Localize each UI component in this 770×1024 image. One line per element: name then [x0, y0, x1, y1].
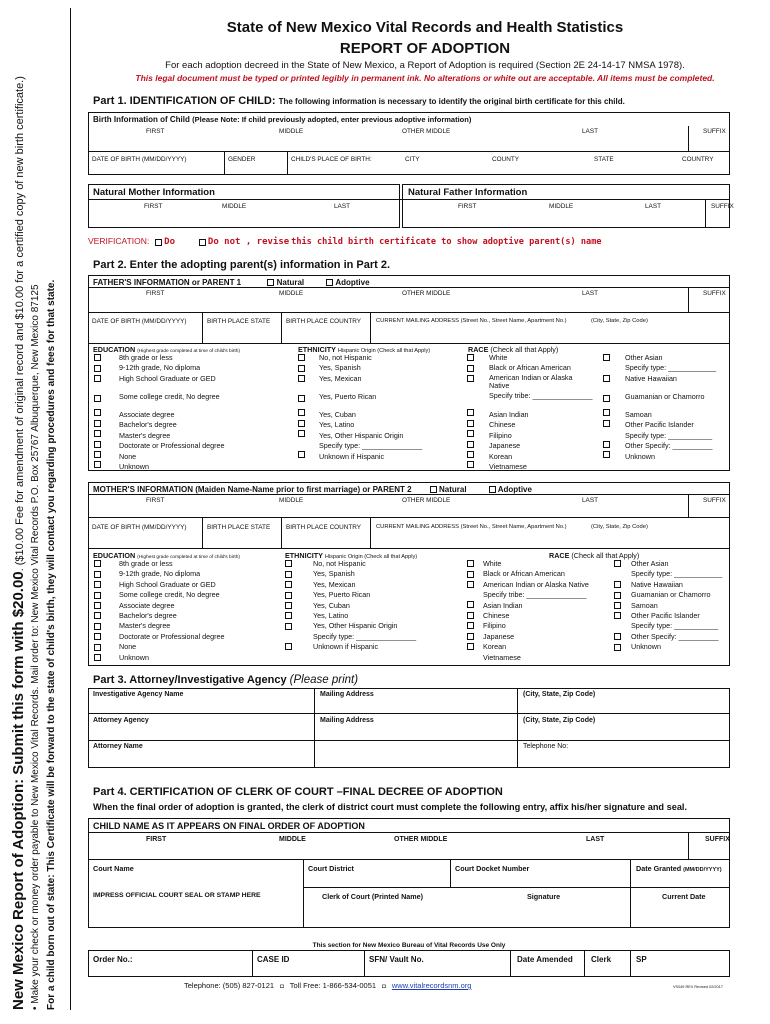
f-race2-item-guamanian: Guamanian or Chamorro: [625, 392, 705, 401]
m-bp-state-label: BIRTH PLACE STATE: [207, 524, 271, 531]
f-dob-label: DATE OF BIRTH (MM/DD/YYYY): [92, 318, 187, 325]
court-box: [88, 818, 730, 928]
f-eth-item-puerto-rican: Yes, Puerto Rican: [319, 392, 377, 401]
f-bp-state-label: BIRTH PLACE STATE: [207, 318, 271, 325]
verify-rest-text: this child birth certificate to show adoptive parent(s) name: [291, 237, 602, 247]
m-middle-label: MIDDLE: [279, 497, 304, 504]
m-edu-list: 8th grade or less 9-12th grade, No diploma High School Graduate or GED Some college credit, No degree Associate degree Bachelor's degree Master's degree Doctorate or Professional degree None Unknown: [119, 559, 225, 662]
father-last-label: LAST: [645, 203, 661, 210]
attorney-box: [88, 688, 730, 768]
f-race-checkboxes-a[interactable]: [467, 351, 475, 382]
verify-do-checkbox[interactable]: [155, 239, 162, 246]
revision-label: VS049 REV Revised 02/2017: [673, 985, 723, 989]
verify-do-label: Do: [164, 237, 175, 247]
verify-do-not-label: Do not , revise: [207, 237, 290, 247]
f-eth-checkboxes-b[interactable]: [298, 392, 306, 402]
f-edu-list-a: 8th grade or less 9-12th grade, No diploma High School Graduate or GED: [119, 353, 216, 383]
part3-heading: Part 3. Attorney/Investigative Agency (Please print): [93, 674, 359, 686]
mother-natural-checkbox[interactable]: [430, 486, 437, 493]
current-date-label: Current Date: [662, 892, 706, 901]
m-city-label: (City, State, Zip Code): [591, 524, 648, 530]
f-edu-item-some-college: Some college credit, No degree: [119, 392, 220, 401]
attorney-agency-label: Attorney Agency: [93, 717, 149, 724]
f-race-title: RACE (Check all that Apply): [468, 345, 559, 354]
f-race-list-b: Asian Indian Chinese Filipino Japanese Korean Vietnamese: [489, 410, 529, 472]
telephone-label: Telephone No:: [523, 743, 569, 750]
child-birthplace-label: CHILD'S PLACE OF BIRTH:: [291, 156, 372, 163]
child-city-label: CITY: [405, 156, 420, 163]
f-eth-list-b: Yes, Cuban Yes, Latino Yes, Other Hispanic Origin Specify type: _______________ Unknown if Hispanic: [319, 410, 423, 461]
father-suffix-label: SUFFIX: [711, 203, 734, 210]
footer-tollfree: Toll Free: 1-866-534-0051: [289, 981, 377, 990]
m-address-label: CURRENT MAILING ADDRESS (Street No., Street Name, Apartment No.): [376, 524, 567, 530]
intro-text: For each adoption decreed in the State of New Mexico, a Report of Adoption is required (Section 2E 24-14-17 NMSA 1978).: [165, 60, 685, 71]
m-bp-country-label: BIRTH PLACE COUNTRY: [286, 524, 362, 531]
court-district-label: Court District: [308, 864, 354, 873]
mother-first-label: FIRST: [144, 203, 163, 210]
sidebar-line3: For a child born out of state: This Certificate will be forward to the state of child's birth, they will contact you regarding procedures and fees for that state.: [46, 279, 57, 1010]
date-amended-label: Date Amended: [517, 955, 573, 964]
f-first-label: FIRST: [146, 290, 165, 297]
child-dob-label: DATE OF BIRTH (MM/DD/YYYY): [92, 156, 187, 163]
m-last-label: LAST: [582, 497, 598, 504]
warning-text: This legal document must be typed or printed legibly in permanent ink. No alterations or white out are acceptable. All items must be completed.: [135, 73, 715, 83]
f-edu-checkboxes-c[interactable]: [94, 406, 102, 468]
footer-telephone: Telephone: (505) 827-0121: [184, 981, 275, 990]
final-last-label: LAST: [586, 836, 605, 843]
footer-bullet-icon: ◘: [382, 984, 386, 990]
f-suffix-label: SUFFIX: [703, 290, 726, 297]
f-eth-checkboxes-a[interactable]: [298, 351, 306, 382]
part1-heading: Part 1. IDENTIFICATION OF CHILD: The following information is necessary to identify the original birth certificate for this child.: [93, 95, 625, 107]
child-middle-label: MIDDLE: [279, 128, 304, 135]
sidebar-instructions: [6, 20, 76, 1010]
sfn-vault-label: SFN/ Vault No.: [369, 955, 424, 964]
mother-last-label: LAST: [334, 203, 350, 210]
sidebar-line1: New Mexico Report of Adoption: Submit this form with $20.00. ($10.00 Fee for amendment of original record and $10.00 for a certified copy of new birth certificate.): [10, 76, 27, 1010]
f-city-label: (City, State, Zip Code): [591, 318, 648, 324]
sidebar-divider: [70, 8, 71, 1010]
final-middle-label: MIDDLE: [279, 836, 306, 843]
docket-label: Court Docket Number: [455, 864, 530, 873]
agency-city-label: (City, State, Zip Code): [523, 691, 596, 698]
natural-mother-label: Natural Mother Information: [93, 187, 215, 198]
f-ethnicity-title: ETHNICITY Hispanic Origin (Check all that Apply): [298, 345, 431, 354]
final-first-label: FIRST: [146, 836, 167, 843]
attorney-city-label: (City, State, Zip Code): [523, 717, 596, 724]
clerk-name-label: Clerk of Court (Printed Name): [322, 892, 424, 901]
sidebar-line2: • Make your check or money order payable to New Mexico Vital Records. Mail order to: New Mexico Vital Records P.O. Box 25767 Albuquerque, New Mexico 87125: [30, 284, 41, 1010]
verification-row: [88, 236, 602, 247]
child-county-label: COUNTY: [492, 156, 519, 163]
child-name-final-label: CHILD NAME AS IT APPEARS ON FINAL ORDER OF ADOPTION: [93, 821, 365, 831]
f-address-label: CURRENT MAILING ADDRESS (Street No., Street Name, Apartment No.): [376, 318, 567, 324]
clerk-label: Clerk: [591, 955, 612, 964]
f-race-checkboxes-b[interactable]: [467, 406, 475, 468]
f-education-title: EDUCATION (Highest grade completed at time of child's birth): [93, 345, 240, 354]
f-edu-checkboxes-a[interactable]: [94, 351, 102, 382]
part2-heading: Part 2. Enter the adopting parent(s) information in Part 2.: [93, 259, 391, 271]
natural-father-label: Natural Father Information: [408, 187, 528, 198]
office-use-banner: This section for New Mexico Bureau of Vital Records Use Only: [312, 942, 506, 949]
final-other-middle-label: OTHER MIDDLE: [394, 836, 448, 843]
mother-middle-label: MIDDLE: [222, 203, 247, 210]
father-info-title: FATHER'S INFORMATION or PARENT 1 Natural Adoptive: [93, 278, 370, 287]
final-suffix-label: SUFFIX: [705, 836, 730, 843]
sp-label: SP: [636, 955, 647, 964]
m-suffix-label: SUFFIX: [703, 497, 726, 504]
mother-info-title: MOTHER'S INFORMATION (Maiden Name-Name prior to first marriage) or PARENT 2 Natural Adoptive: [93, 485, 532, 494]
m-eth-checkboxes-b[interactable]: [285, 640, 293, 650]
signature-label: Signature: [527, 892, 561, 901]
mother-adoptive-checkbox[interactable]: [489, 486, 496, 493]
child-first-label: FIRST: [146, 128, 165, 135]
agency-name-label: Investigative Agency Name: [93, 691, 184, 698]
court-name-label: Court Name: [93, 864, 134, 873]
birth-info-label: Birth Information of Child (Please Note: If child previously adopted, enter previous adoptive information): [93, 115, 472, 124]
child-state-label: STATE: [594, 156, 614, 163]
case-id-label: CASE ID: [257, 955, 290, 964]
child-country-label: COUNTRY: [682, 156, 714, 163]
child-other-middle-label: OTHER MIDDLE: [402, 128, 451, 135]
f-edu-checkboxes-b[interactable]: [94, 392, 102, 402]
child-last-label: LAST: [582, 128, 598, 135]
child-gender-label: GENDER: [228, 156, 256, 163]
father-adoptive-checkbox[interactable]: [326, 279, 333, 286]
part4-heading: Part 4. CERTIFICATION OF CLERK OF COURT –FINAL DECREE OF ADOPTION: [93, 786, 503, 798]
child-suffix-label: SUFFIX: [703, 128, 726, 135]
m-first-label: FIRST: [146, 497, 165, 504]
attorney-mailing-label: Mailing Address: [320, 717, 374, 724]
m-eth-checkboxes-a[interactable]: [285, 557, 293, 630]
f-race2-list-a: Other Asian Specify type: ____________ Native Hawaiian: [625, 353, 717, 383]
father-natural-checkbox[interactable]: [267, 279, 274, 286]
date-granted-label: Date Granted (MM/DD/YYYY): [636, 864, 722, 873]
page-title: State of New Mexico Vital Records and Health Statistics: [226, 19, 624, 36]
f-race2-checkboxes-c[interactable]: [603, 406, 611, 458]
m-other-middle-label: OTHER MIDDLE: [402, 497, 451, 504]
m-dob-label: DATE OF BIRTH (MM/DD/YYYY): [92, 524, 187, 531]
m-race2-list: Other Asian Specify type: ____________ Native Hawaiian Guamanian or Chamorro Samoan Other Pacific Islander Specify type: ___________ Other Specify: __________ Unknown: [631, 559, 723, 652]
m-race-list: White Black or African American American Indian or Alaska Native Specify tribe: _______________ Asian Indian Chinese Filipino Japanese Korean Vietnamese: [483, 559, 589, 662]
m-eth-list: No, not Hispanic Yes, Spanish Yes, Mexican Yes, Puerto Rican Yes, Cuban Yes, Latino Yes, Other Hispanic Origin Specify type: _______________ Unknown if Hispanic: [313, 559, 417, 652]
agency-mailing-label: Mailing Address: [320, 691, 374, 698]
footer-contact: [184, 981, 471, 990]
m-edu-checkboxes[interactable]: [94, 557, 102, 661]
father-middle-label: MIDDLE: [549, 203, 574, 210]
f-other-middle-label: OTHER MIDDLE: [402, 290, 451, 297]
f-eth-checkboxes-c[interactable]: [298, 406, 306, 458]
f-bp-country-label: BIRTH PLACE COUNTRY: [286, 318, 362, 325]
m-race2-checkboxes-a[interactable]: [614, 557, 622, 651]
f-middle-label: MIDDLE: [279, 290, 304, 297]
verify-do-not-checkbox[interactable]: [199, 239, 206, 246]
m-race-checkboxes-a[interactable]: [467, 557, 475, 588]
order-no-label: Order No.:: [93, 955, 133, 964]
part4-instruction: When the final order of adoption is granted, the clerk of district court must complete the following entry, affix his/her signature and seal.: [93, 802, 688, 812]
m-ethnicity-title: ETHNICITY Hispanic Origin (Check all that Apply): [285, 551, 418, 560]
verification-label: VERIFICATION:: [88, 236, 150, 246]
form-title: REPORT OF ADOPTION: [339, 40, 511, 57]
f-race-list-a: White Black or African American American Indian or Alaska Native Specify tribe: _______________: [489, 353, 593, 400]
footer-bullet-icon: ◘: [280, 984, 284, 990]
f-eth-list-a: No, not Hispanic Yes, Spanish Yes, Mexican: [319, 353, 372, 383]
f-race2-checkboxes-a[interactable]: [603, 351, 611, 382]
m-race-title: RACE (Check all that Apply): [549, 551, 640, 560]
f-race2-checkboxes-b[interactable]: [603, 392, 611, 402]
f-race2-list-b: Samoan Other Pacific Islander Specify type: ___________ Other Specify: __________ Unknown: [625, 410, 713, 461]
m-race-checkboxes-b[interactable]: [467, 598, 475, 650]
court-seal-label: IMPRESS OFFICIAL COURT SEAL OR STAMP HERE: [93, 892, 261, 899]
f-last-label: LAST: [582, 290, 598, 297]
father-first-label: FIRST: [458, 203, 477, 210]
attorney-name-label: Attorney Name: [93, 743, 143, 750]
footer-website-link[interactable]: www.vitalrecordsnm.org: [391, 981, 472, 990]
f-edu-list-b: Associate degree Bachelor's degree Master's degree Doctorate or Professional degree None Unknown: [119, 410, 225, 472]
m-education-title: EDUCATION (Highest grade completed at time of child's birth): [93, 551, 240, 560]
